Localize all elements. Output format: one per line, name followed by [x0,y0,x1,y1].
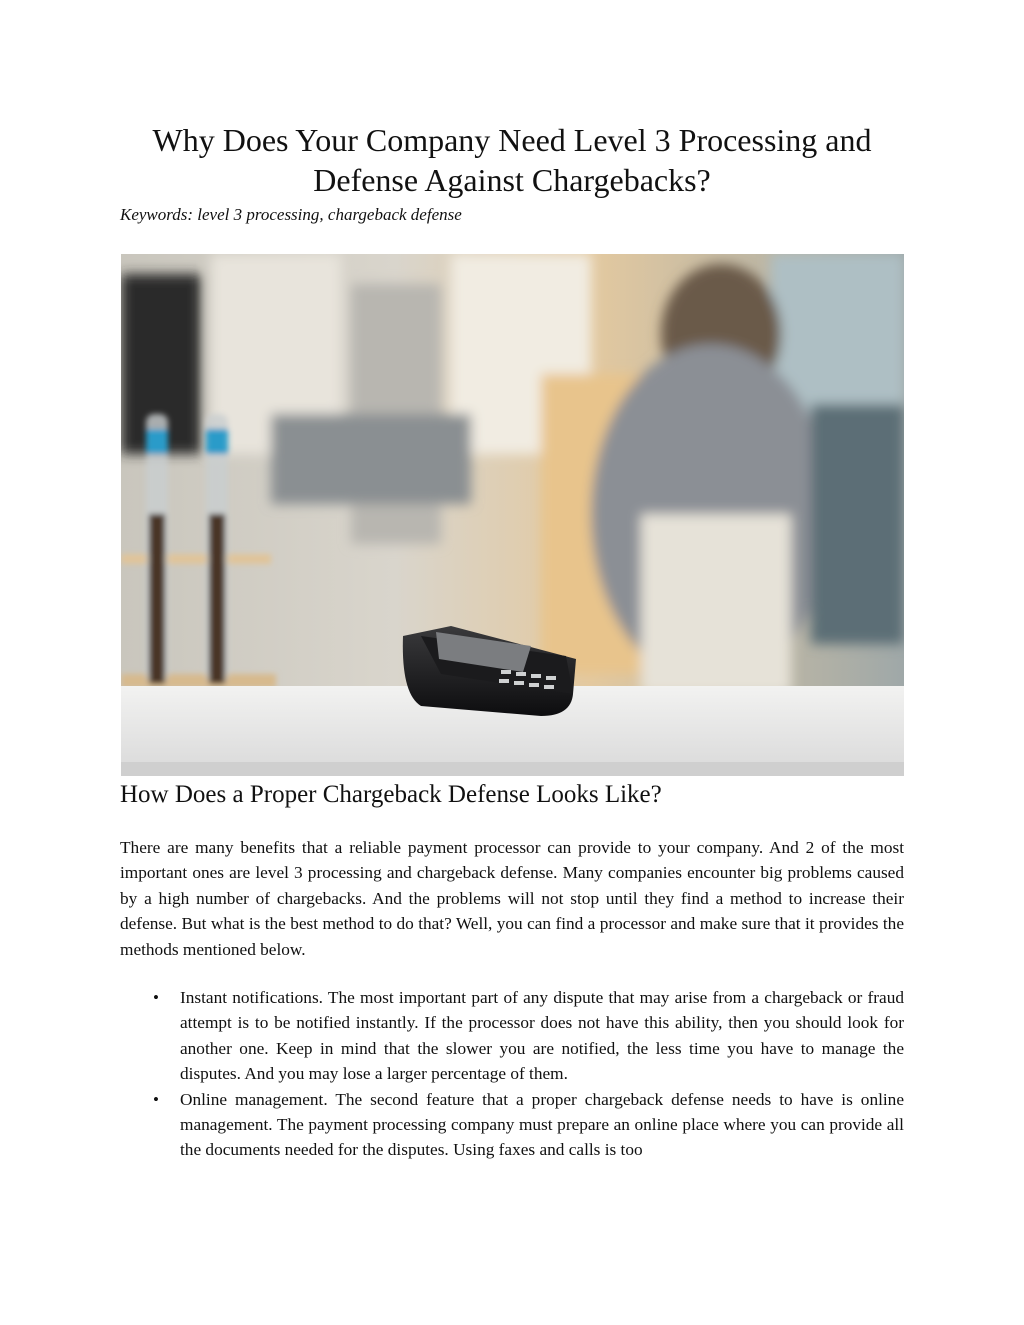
list-item [120,985,904,1087]
bullet-icon: • [153,988,159,1007]
keywords-line: Keywords: level 3 processing, chargeback defense [120,205,462,224]
bullet-icon: • [153,1089,159,1109]
list-item [120,1087,904,1163]
section-heading: How Does a Proper Chargeback Defense Looks Like? [120,781,662,808]
intro-paragraph: There are many benefits that a reliable payment processor can provide to your company. And 2 of the most important ones are level 3 processing and chargeback defense. Many companies encounter big problems caused by a high number of chargebacks. And the problems will not stop until they find a method to increase their defense. But what is the best method to do that? Well, you can find a processor and make sure that it provides the methods mentioned below. [120,838,904,959]
page-title: Why Does Your Company Need Level 3 Processing and Defense Against Chargebacks? [152,122,872,198]
feature-list [120,985,904,1163]
list-item-text: Instant notifications. The most important part of any dispute that may arise from a chargeback or fraud attempt is to be notified instantly. If the processor does not have this ability, then you should look for another one. Keep in mind that the slower you are notified, the less time you have to manage the disputes. And you may lose a larger percentage of them. [180,988,904,1084]
payment-terminal-photo [121,254,904,776]
list-item-text: Online management. The second feature that a proper chargeback defense needs to have is online management. The payment processing company must prepare an online place where you can provide all the documents needed for the disputes. Using faxes and calls is too [180,1089,904,1160]
